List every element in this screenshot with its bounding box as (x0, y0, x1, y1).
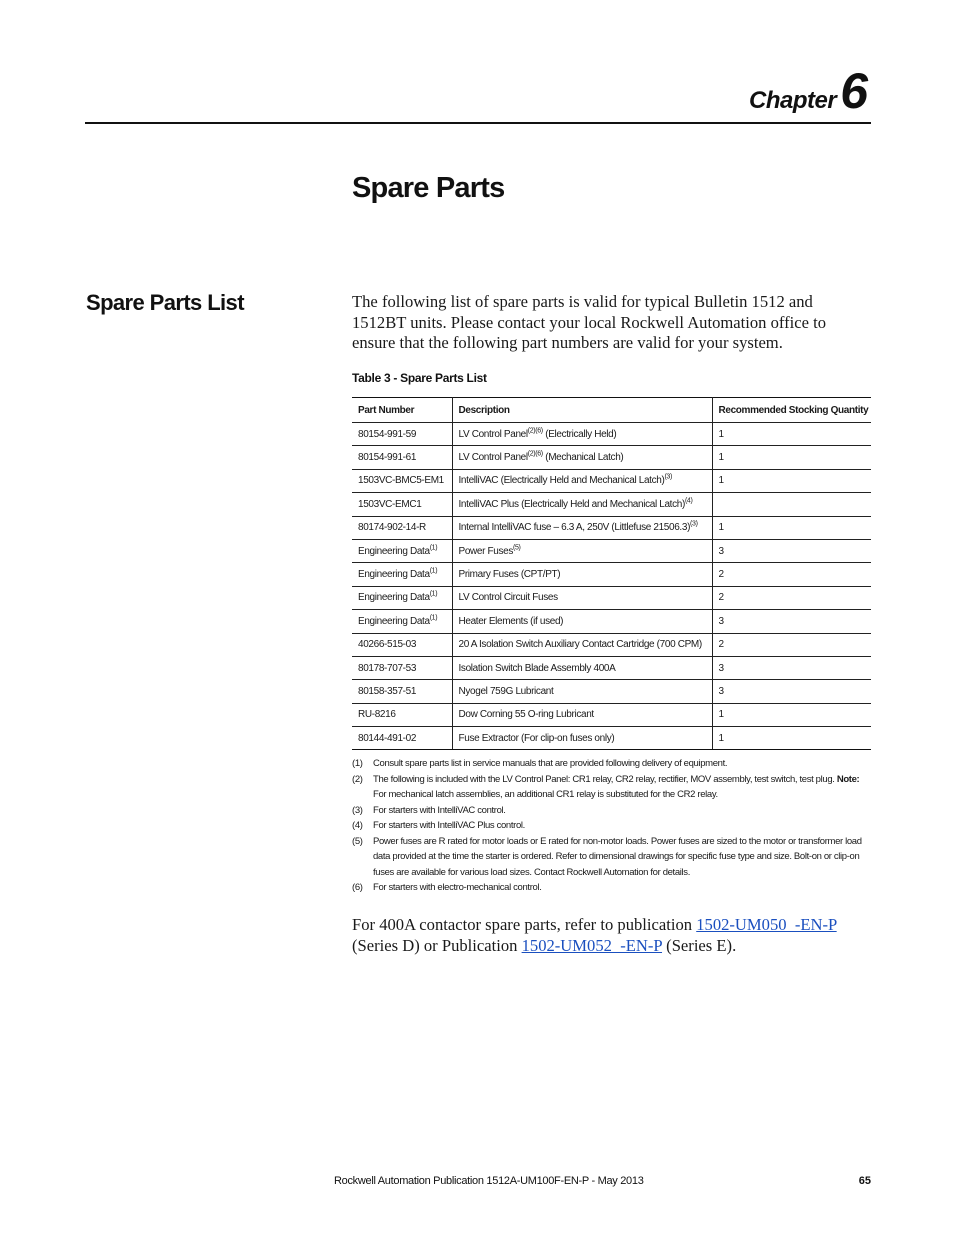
part-number: 1503VC-EMC1 (358, 498, 422, 510)
description-cell (452, 703, 712, 726)
section-heading: Spare Parts List (86, 290, 244, 315)
chapter-number: 6 (840, 63, 868, 119)
footnote-text-continued: For mechanical latch assemblies, an additional CR1 relay is substituted for the CR2 relay. (373, 789, 718, 800)
part-number-cell (352, 703, 452, 726)
part-number: 80178-707-53 (358, 662, 417, 674)
footnote-number: (4) (352, 820, 363, 831)
description: Isolation Switch Blade Assembly 400A (458, 662, 616, 674)
footnote-number: (6) (352, 882, 363, 893)
part-number-cell (352, 656, 452, 679)
description: LV Control Panel (458, 452, 528, 464)
description: IntelliVAC Plus (Electrically Held and Mechanical Latch) (458, 498, 685, 510)
part-footnote-ref: (1) (429, 591, 438, 599)
description-cell (452, 633, 712, 656)
quantity-cell: 2 (712, 563, 871, 586)
quantity-cell: 1 (712, 469, 871, 492)
description-footnote-ref: (3) (690, 520, 698, 528)
header-quantity: Recommended Stocking Quantity (712, 398, 871, 423)
description: LV Control Panel (458, 428, 528, 440)
part-number-cell (352, 586, 452, 609)
table-header-row (352, 398, 871, 423)
description-footnote-ref: (2)(6) (527, 427, 543, 435)
table-row (352, 446, 871, 469)
chapter-divider (85, 122, 871, 124)
description: Primary Fuses (CPT/PT) (458, 569, 561, 581)
spare-parts-table (352, 397, 871, 750)
table-row (352, 493, 871, 516)
quantity-cell: 3 (712, 656, 871, 679)
description-cell (452, 539, 712, 562)
footnote-item (352, 818, 871, 834)
footnote-number: (3) (352, 804, 363, 816)
footnote-text: For starters with electro-mechanical control. (373, 882, 542, 893)
quantity-cell: 2 (712, 633, 871, 656)
description: Nyogel 759G Lubricant (458, 685, 554, 697)
quantity-cell: 1 (712, 727, 871, 750)
part-number: 1503VC-BMC5-EM1 (358, 475, 444, 487)
intro-paragraph: The following list of spare parts is valid for typical Bulletin 1512 and 1512BT units. Please contact your local Rockwell Automation office to ensure that the following part numbers are valid for your system. (352, 292, 827, 352)
closing-text-middle: (Series D) or Publication (352, 936, 522, 955)
table-row (352, 586, 871, 609)
description: IntelliVAC (Electrically Held and Mechanical Latch) (458, 475, 665, 487)
link-publication-um052[interactable]: 1502-UM052_-EN-P (521, 936, 663, 955)
description: Fuse Extractor (For clip-on fuses only) (458, 732, 615, 744)
quantity-cell: 3 (712, 610, 871, 633)
footnote-item (352, 772, 871, 803)
quantity-cell: 2 (712, 586, 871, 609)
description-suffix: (Mechanical Latch) (542, 452, 624, 464)
part-number: RU-8216 (358, 709, 396, 721)
closing-text-after: (Series E). (662, 936, 737, 955)
description-suffix: (Electrically Held) (542, 428, 617, 440)
part-footnote-ref: (1) (429, 567, 438, 575)
footnote-number: (1) (352, 758, 363, 769)
description: Dow Corning 55 O-ring Lubricant (458, 709, 594, 721)
description-cell (452, 610, 712, 633)
description-footnote-ref: (5) (513, 544, 521, 552)
footnote-text: For starters with IntelliVAC control. (373, 804, 506, 816)
part-number: 80174-902-14-R (358, 522, 426, 534)
part-number-cell (352, 469, 452, 492)
description: 20 A Isolation Switch Auxiliary Contact Cartridge (700 CPM) (458, 639, 702, 651)
footnote-item (352, 834, 871, 881)
description-cell (452, 586, 712, 609)
table-row (352, 469, 871, 492)
description: Internal IntelliVAC fuse – 6.3 A, 250V (Littlefuse 21506.3) (458, 522, 691, 534)
part-number: Engineering Data (358, 615, 430, 627)
quantity-cell: 3 (712, 680, 871, 703)
link-publication-um050[interactable]: 1502-UM050_-EN-P (696, 915, 837, 934)
description-cell (452, 680, 712, 703)
description-cell (452, 727, 712, 750)
part-number: Engineering Data (358, 545, 430, 557)
description-cell (452, 469, 712, 492)
description-cell (452, 563, 712, 586)
description-cell (452, 516, 712, 539)
part-number: 40266-515-03 (358, 639, 417, 651)
table-caption: Table 3 - Spare Parts List (352, 371, 487, 385)
part-number-cell (352, 727, 452, 750)
part-number-cell (352, 539, 452, 562)
part-number-cell (352, 680, 452, 703)
table-row (352, 563, 871, 586)
table-row (352, 423, 871, 446)
header-description: Description (452, 398, 712, 423)
footnote-number: (5) (352, 835, 363, 847)
part-number-cell (352, 563, 452, 586)
footnotes (352, 756, 871, 896)
part-number-cell (352, 633, 452, 656)
description-footnote-ref: (4) (684, 497, 693, 505)
footnote-text: Consult spare parts list in service manuals that are provided following delivery of equipment. (373, 758, 728, 769)
part-number: 80158-357-51 (358, 685, 417, 697)
quantity-cell: 3 (712, 539, 871, 562)
quantity-cell: 1 (712, 703, 871, 726)
footnote-text: For starters with IntelliVAC Plus control. (373, 820, 525, 831)
part-number: 80154-991-61 (358, 452, 417, 464)
description-cell (452, 423, 712, 446)
table-row (352, 680, 871, 703)
part-number-cell (352, 516, 452, 539)
quantity-cell: 1 (712, 446, 871, 469)
table-row (352, 539, 871, 562)
quantity-cell: 1 (712, 516, 871, 539)
table-row (352, 727, 871, 750)
part-footnote-ref: (1) (429, 544, 438, 552)
footnote-item (352, 756, 871, 772)
footer-publication: Rockwell Automation Publication 1512A-UM100F-EN-P - May 2013 (334, 1175, 644, 1187)
part-number-cell (352, 493, 452, 516)
description-cell (452, 446, 712, 469)
footnote-number: (2) (352, 773, 363, 785)
part-footnote-ref: (1) (429, 614, 438, 622)
part-number: 80154-991-59 (358, 428, 417, 440)
footnote-item (352, 803, 871, 819)
chapter-word: Chapter (749, 87, 837, 114)
table-row (352, 610, 871, 633)
part-number-cell (352, 446, 452, 469)
header-part-number: Part Number (352, 398, 452, 423)
table-row (352, 703, 871, 726)
table-body (352, 423, 871, 750)
part-number-cell (352, 423, 452, 446)
description: LV Control Circuit Fuses (458, 592, 558, 604)
description-cell (452, 656, 712, 679)
description-footnote-ref: (2)(6) (527, 450, 543, 458)
table-row (352, 633, 871, 656)
part-number: Engineering Data (358, 592, 430, 604)
closing-text-before: For 400A contactor spare parts, refer to publication (352, 915, 697, 934)
footnote-item (352, 880, 871, 896)
quantity-cell: 1 (712, 423, 871, 446)
table-row (352, 516, 871, 539)
description: Heater Elements (if used) (458, 615, 564, 627)
description-cell (452, 493, 712, 516)
part-number: 80144-491-02 (358, 732, 417, 744)
closing-paragraph (352, 914, 864, 956)
description-footnote-ref: (3) (664, 474, 672, 482)
part-number: Engineering Data (358, 569, 430, 581)
quantity-cell (712, 493, 871, 516)
page-title: Spare Parts (352, 172, 505, 204)
description: Power Fuses (458, 545, 514, 557)
footer-page-number: 65 (858, 1175, 871, 1187)
footnote-note-label: Note: (836, 773, 860, 785)
footnote-text: Power fuses are R rated for motor loads or E rated for non-motor loads. Power fuses are sized to the motor or transformer load data provided at the time the starter is ordered. Refer to dimensional drawings for specific fuse type and size. Bolt-on or clip-on fuses are available for various load sizes. Contact Rockwell Automation for details. (373, 835, 862, 878)
table-row (352, 656, 871, 679)
part-number-cell (352, 610, 452, 633)
chapter-label (749, 62, 868, 120)
footnote-text: The following is included with the LV Control Panel: CR1 relay, CR2 relay, rectifier, MOV assembly, test switch, test plug. (373, 773, 835, 785)
